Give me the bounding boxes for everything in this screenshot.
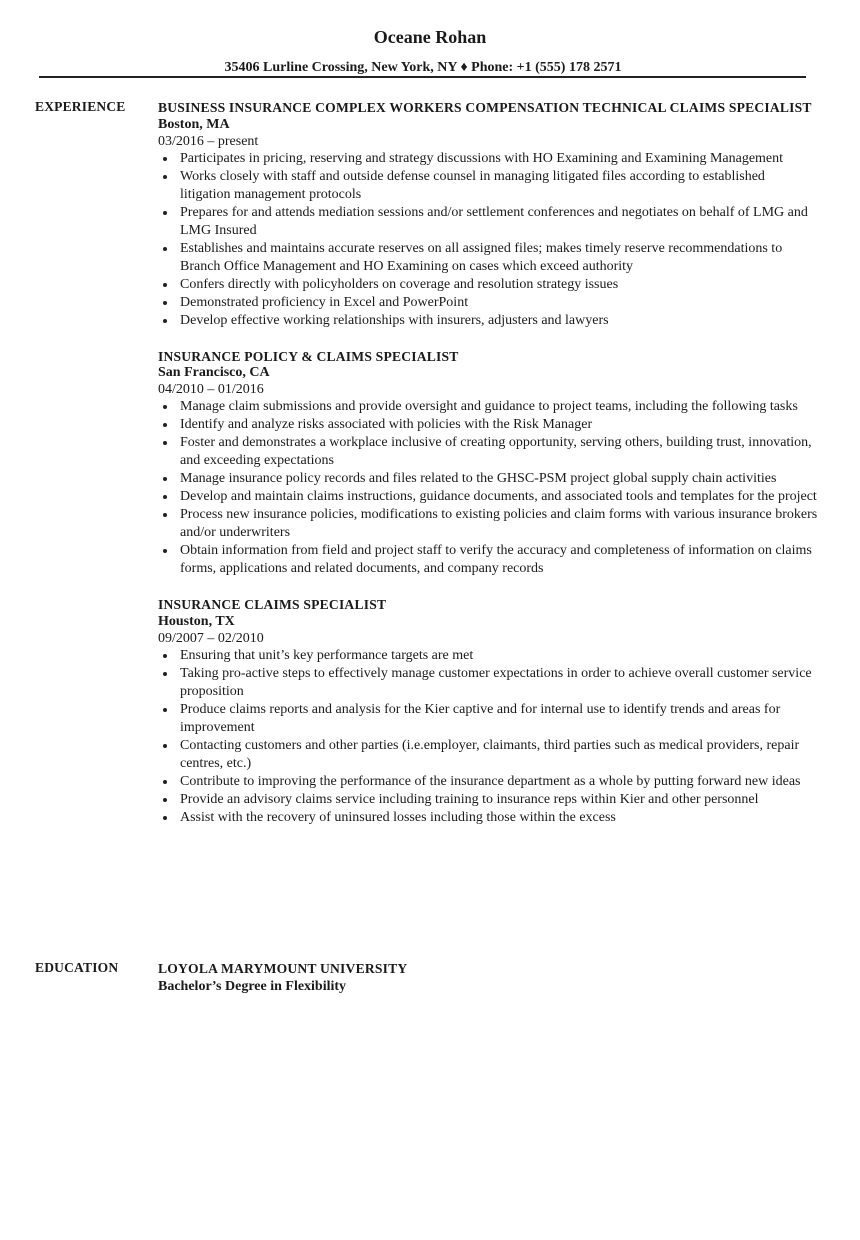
list-item	[158, 773, 818, 791]
job-bullets	[158, 647, 818, 827]
bullet-text: Ensuring that unit’s key performance targets are met	[180, 647, 474, 663]
bullet-text: Contribute to improving the performance of the insurance department as a whole by putting forward new ideas	[180, 773, 801, 789]
job-dates: 09/2007 – 02/2010	[158, 630, 264, 646]
list-item	[158, 240, 818, 276]
bullet-icon	[163, 175, 167, 179]
experience-section	[158, 99, 818, 845]
bullet-text: Manage claim submissions and provide oversight and guidance to project teams, including the following tasks	[180, 399, 798, 414]
list-item	[158, 312, 818, 330]
bullet-icon	[163, 247, 167, 251]
list-item	[158, 737, 818, 773]
list-item	[158, 701, 818, 737]
list-item	[158, 294, 818, 312]
bullet-text: Assist with the recovery of uninsured losses including those within the excess	[180, 809, 616, 825]
job-bullets	[158, 398, 818, 578]
diamond-separator-icon: ♦	[460, 60, 468, 75]
bullet-icon	[163, 798, 167, 802]
job-title: INSURANCE POLICY & CLAIMS SPECIALIST	[158, 348, 459, 364]
bullet-icon	[163, 513, 167, 517]
list-item	[158, 542, 818, 578]
bullet-icon	[163, 441, 167, 445]
bullet-text: Contacting customers and other parties (i.e.employer, claimants, third parties such as medical providers, repair centres, etc.)	[180, 737, 800, 771]
list-item	[158, 809, 818, 827]
list-item	[158, 470, 818, 488]
education-section-label: EDUCATION	[35, 960, 119, 975]
candidate-name: Oceane Rohan	[373, 27, 487, 47]
bullet-icon	[163, 423, 167, 427]
bullet-icon	[163, 549, 167, 553]
bullet-text: Prepares for and attends mediation sessions and/or settlement conferences and negotiates on behalf of LMG and LMG Insured	[180, 204, 808, 238]
bullet-icon	[163, 319, 167, 323]
bullet-icon	[163, 744, 167, 748]
list-item	[158, 276, 818, 294]
bullet-icon	[163, 654, 167, 658]
job-location: Houston, TX	[158, 613, 235, 629]
bullet-text: Works closely with staff and outside defense counsel in managing litigated files according to established litigation management protocols	[180, 168, 765, 202]
contact-line	[0, 59, 846, 77]
degree: Bachelor’s Degree in Flexibility	[158, 979, 347, 994]
list-item	[158, 506, 818, 542]
job-title: BUSINESS INSURANCE COMPLEX WORKERS COMPENSATION TECHNICAL CLAIMS SPECIALIST	[158, 100, 812, 115]
list-item	[158, 398, 818, 416]
list-item	[158, 416, 818, 434]
job-location: Boston, MA	[158, 116, 230, 132]
job-location: San Francisco, CA	[158, 365, 270, 380]
bullet-icon	[163, 672, 167, 676]
bullet-text: Taking pro-active steps to effectively manage customer expectations in order to achieve overall customer service proposition	[180, 665, 812, 699]
bullet-text: Provide an advisory claims service including training to insurance reps within Kier and other personnel	[180, 791, 759, 807]
job-dates: 04/2010 – 01/2016	[158, 382, 264, 397]
list-item	[158, 791, 818, 809]
job-entry	[158, 596, 818, 827]
job-entry	[158, 99, 818, 330]
bullet-icon	[163, 283, 167, 287]
list-item	[158, 488, 818, 506]
bullet-text: Establishes and maintains accurate reserves on all assigned files; makes timely reserve recommendations to Branch Office Management and HO Examining on cases which exceed authority	[180, 240, 783, 274]
list-item	[158, 150, 818, 168]
bullet-icon	[163, 477, 167, 481]
bullet-icon	[163, 495, 167, 499]
experience-section-label: EXPERIENCE	[35, 99, 126, 114]
list-item	[158, 168, 818, 204]
list-item	[158, 647, 818, 665]
address: 35406 Lurline Crossing, New York, NY	[224, 60, 457, 75]
phone: Phone: +1 (555) 178 2571	[471, 60, 622, 75]
bullet-text: Demonstrated proficiency in Excel and PowerPoint	[180, 294, 469, 310]
bullet-icon	[163, 157, 167, 161]
bullet-text: Participates in pricing, reserving and strategy discussions with HO Examining and Examining Management	[180, 150, 784, 166]
bullet-text: Produce claims reports and analysis for the Kier captive and for internal use to identify trends and areas for improvement	[180, 701, 781, 735]
bullet-icon	[163, 301, 167, 305]
job-title: INSURANCE CLAIMS SPECIALIST	[158, 597, 387, 612]
bullet-text: Identify and analyze risks associated with policies with the Risk Manager	[180, 417, 593, 432]
bullet-icon	[163, 211, 167, 215]
bullet-icon	[163, 405, 167, 409]
bullet-text: Foster and demonstrates a workplace inclusive of creating opportunity, serving others, building trust, innovation, and exceeding expectations	[180, 435, 812, 468]
school-name: LOYOLA MARYMOUNT UNIVERSITY	[158, 961, 408, 976]
job-entry	[158, 348, 818, 579]
education-section	[158, 960, 818, 996]
job-dates: 03/2016 – present	[158, 133, 259, 149]
bullet-text: Process new insurance policies, modifications to existing policies and claim forms with various insurance brokers and/or underwriters	[180, 507, 818, 540]
bullet-text: Develop and maintain claims instructions, guidance documents, and associated tools and templates for the project	[180, 489, 817, 504]
bullet-text: Obtain information from field and project staff to verify the accuracy and completeness of information on claims forms, applications and related documents, and company records	[180, 543, 812, 576]
list-item	[158, 665, 818, 701]
list-item	[158, 204, 818, 240]
job-bullets	[158, 150, 818, 330]
bullet-text: Confers directly with policyholders on coverage and resolution strategy issues	[180, 276, 619, 292]
bullet-text: Develop effective working relationships with insurers, adjusters and lawyers	[180, 312, 609, 328]
list-item	[158, 434, 818, 470]
bullet-icon	[163, 780, 167, 784]
bullet-icon	[163, 708, 167, 712]
bullet-icon	[163, 816, 167, 820]
bullet-text: Manage insurance policy records and files related to the GHSC-PSM project global supply chain activities	[180, 471, 777, 486]
header-divider	[39, 76, 806, 78]
